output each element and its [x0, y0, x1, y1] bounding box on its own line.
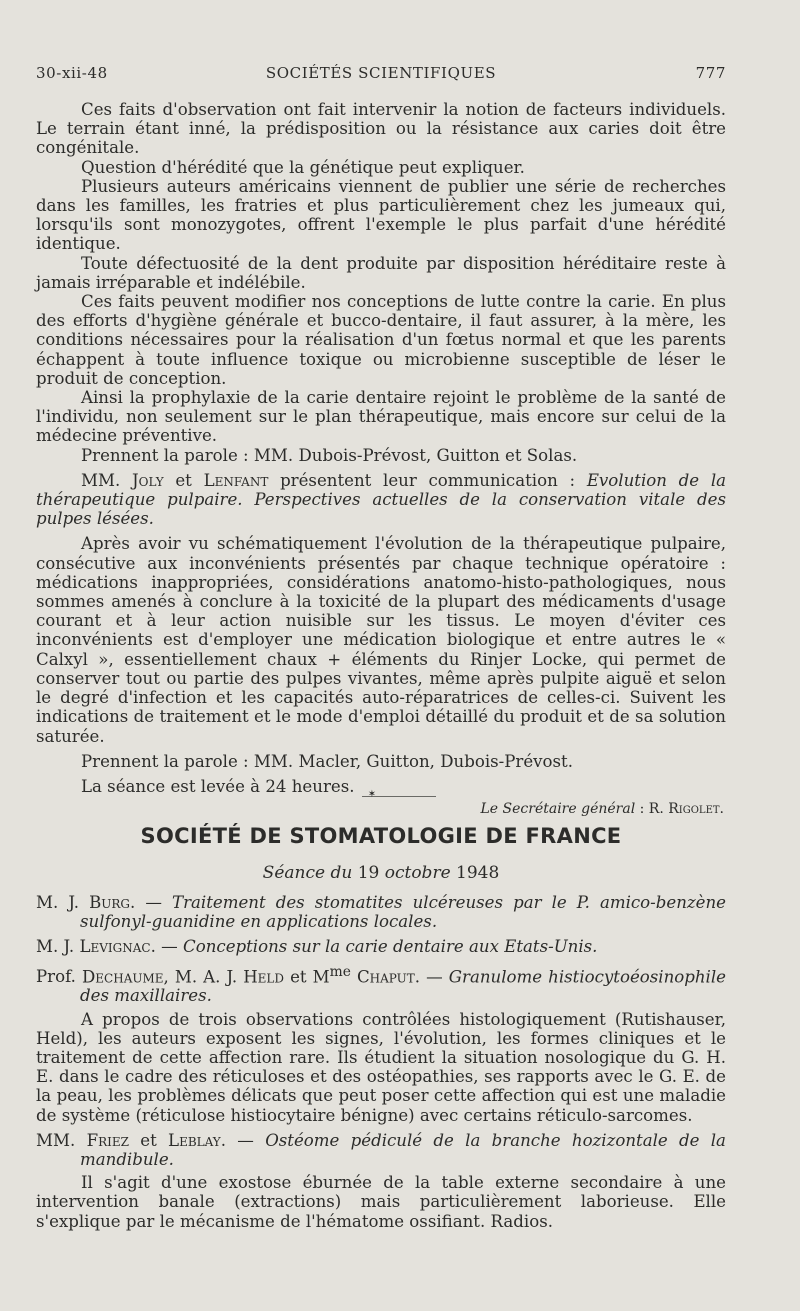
- author-name: Leblay.: [168, 1130, 226, 1150]
- communication-entry: M. J. Burg. — Traitement des stomatites ulcéreuses par le P. amico-benzène sulfonyl-guanidine en applications locales.: [36, 893, 726, 932]
- speakers-paragraph: Prennent la parole : MM. Macler, Guitton, Dubois-Prévost.: [81, 751, 574, 771]
- running-title: SOCIÉTÉS SCIENTIFIQUES: [265, 64, 497, 82]
- section-heading: SOCIÉTÉ DE STOMATOLOGIE DE FRANCE: [140, 824, 622, 848]
- communication-title: Ostéome pédiculé de la branche hozizontale de la mandibule.: [80, 1130, 726, 1169]
- session-date: Séance du 19 octobre 1948: [262, 863, 500, 883]
- paragraph: Plusieurs auteurs américains viennent de publier une série de recherches dans les familles, les fratries et plus particulièrement chez les jumeaux qui, lorsqu'ils sont monozygotes, offrent l'exemple le plus parfait d'une hérédité identique.: [36, 176, 726, 254]
- communication-title: Evolution de la thérapeutique pulpaire. Perspectives actuelles de la conservation vitale des pulpes lésées.: [36, 470, 727, 529]
- paragraph: Question d'hérédité que la génétique peut expliquer.: [81, 157, 525, 177]
- communication-entry: M. J. Levignac. — Conceptions sur la carie dentaire aux Etats-Unis.: [36, 937, 598, 957]
- author-name: Levignac.: [79, 937, 156, 957]
- author-name: Burg.: [89, 893, 136, 912]
- paragraph: Toute défectuosité de la dent produite par disposition héréditaire reste à jamais irréparable et indélébile.: [36, 253, 726, 292]
- communication-title: Granulome histiocytoéosinophile des maxillaires.: [80, 967, 726, 1006]
- communication-title: Conceptions sur la carie dentaire aux Etats-Unis.: [183, 937, 598, 957]
- author-name: Lenfant: [203, 470, 269, 490]
- report-continuation: [36, 100, 726, 819]
- author-name: Chaput.: [356, 967, 421, 987]
- author-name: Friez: [86, 1130, 129, 1150]
- paragraph: Ces faits d'observation ont fait intervenir la notion de facteurs individuels. Le terrain étant inné, la prédisposition ou la résistance aux caries doit être congénitale.: [36, 100, 726, 158]
- communication-title: Traitement des stomatites ulcéreuses par le P. amico-benzène sulfonyl-guanidine en applications locales.: [80, 893, 726, 932]
- author-name: Dechaume,: [81, 967, 169, 987]
- communication-entry: Prof. Dechaume, M. A. J. Held et $M^{me}$ Chaput. — Granulome histiocytoéosinophile des maxillaires.: [36, 963, 726, 1006]
- page-number: 777: [695, 64, 726, 82]
- issue-date: 30-xii-48: [36, 64, 108, 82]
- paragraph: Ces faits peuvent modifier nos conceptions de lutte contre la carie. En plus des efforts d'hygiène générale et bucco-dentaire, il faut assurer, à la mère, les conditions nécessaires pour la réalisation d'un fœtus normal et que les parents échappent à toute influence toxique ou microbienne susceptible de léser le produit de conception.: [36, 292, 726, 388]
- session-entries: [36, 893, 726, 1231]
- communication-entry: MM. Friez et Leblay. — Ostéome pédiculé de la branche hozizontale de la mandibule.: [36, 1130, 726, 1169]
- author-name: Joly: [132, 470, 164, 490]
- speakers-paragraph: Prennent la parole : MM. Dubois-Prévost, Guitton et Solas.: [81, 445, 578, 465]
- section-separator: [0, 786, 800, 805]
- paragraph: Ainsi la prophylaxie de la carie dentaire rejoint le problème de la santé de l'individu, non seulement sur le plan thérapeutique, mais encore sur celui de la médecine préventive.: [36, 388, 726, 446]
- signature: Le Secrétaire général : R. Rigolet.: [480, 801, 724, 818]
- author-name: Held: [243, 967, 285, 987]
- secretary-name: Rigolet.: [668, 801, 724, 818]
- paragraph: A propos de trois observations contrôlées histologiquement (Rutishauser, Held), les auteurs exposent les signes, l'évolution, les formes cliniques et le traitement de cette affection rare. Ils étudient la situation nosologique du G. H. E. dans le cadre des réticuloses et des ostéopathies, ses rapports avec le G. E. de la peau, les problèmes délicats que peut poser cette affection qui est une maladie de système (réticulose histiocytaire bénigne) avec certains réticulo-sarcomes.: [36, 1009, 726, 1125]
- closing-paragraph: La séance est levée à 24 heures.: [81, 776, 355, 796]
- paragraph: Après avoir vu schématiquement l'évolution de la thérapeutique pulpaire, consécutive aux inconvénients présentés par chaque technique opératoire : médications inappropriées, considérations anatomo-histo-pathologiques, nous sommes amenés à conclure à la toxicité de la plupart des médicaments d'usage courant et à leur action nuisible sur les tissus. Le moyen d'éviter ces inconvénients est d'employer une médication biologique et entre autres le « Calxyl », essentiellement chaux + éléments du Rinjer Locke, qui permet de conserver tout ou partie des pulpes vivantes, même après pulpite aiguë et selon le degré d'infection et les capacités auto-réparatrices de celles-ci. Suivent les indications de traitement et le mode d'emploi détaillé du produit et de sa solution saturée.: [36, 534, 726, 746]
- asterisk-icon: ✶: [367, 789, 377, 800]
- paragraph: Il s'agit d'une exostose éburnée de la table externe secondaire à une intervention banale (extractions) mais particulièrement laborieuse. Elle s'explique par le mécanisme de l'hématome ossifiant. Radios.: [36, 1173, 726, 1231]
- communication-paragraph: MM. Joly et Lenfant présentent leur communication : Evolution de la thérapeutique pulpaire. Perspectives actuelles de la conservation vitale des pulpes lésées.: [36, 470, 727, 529]
